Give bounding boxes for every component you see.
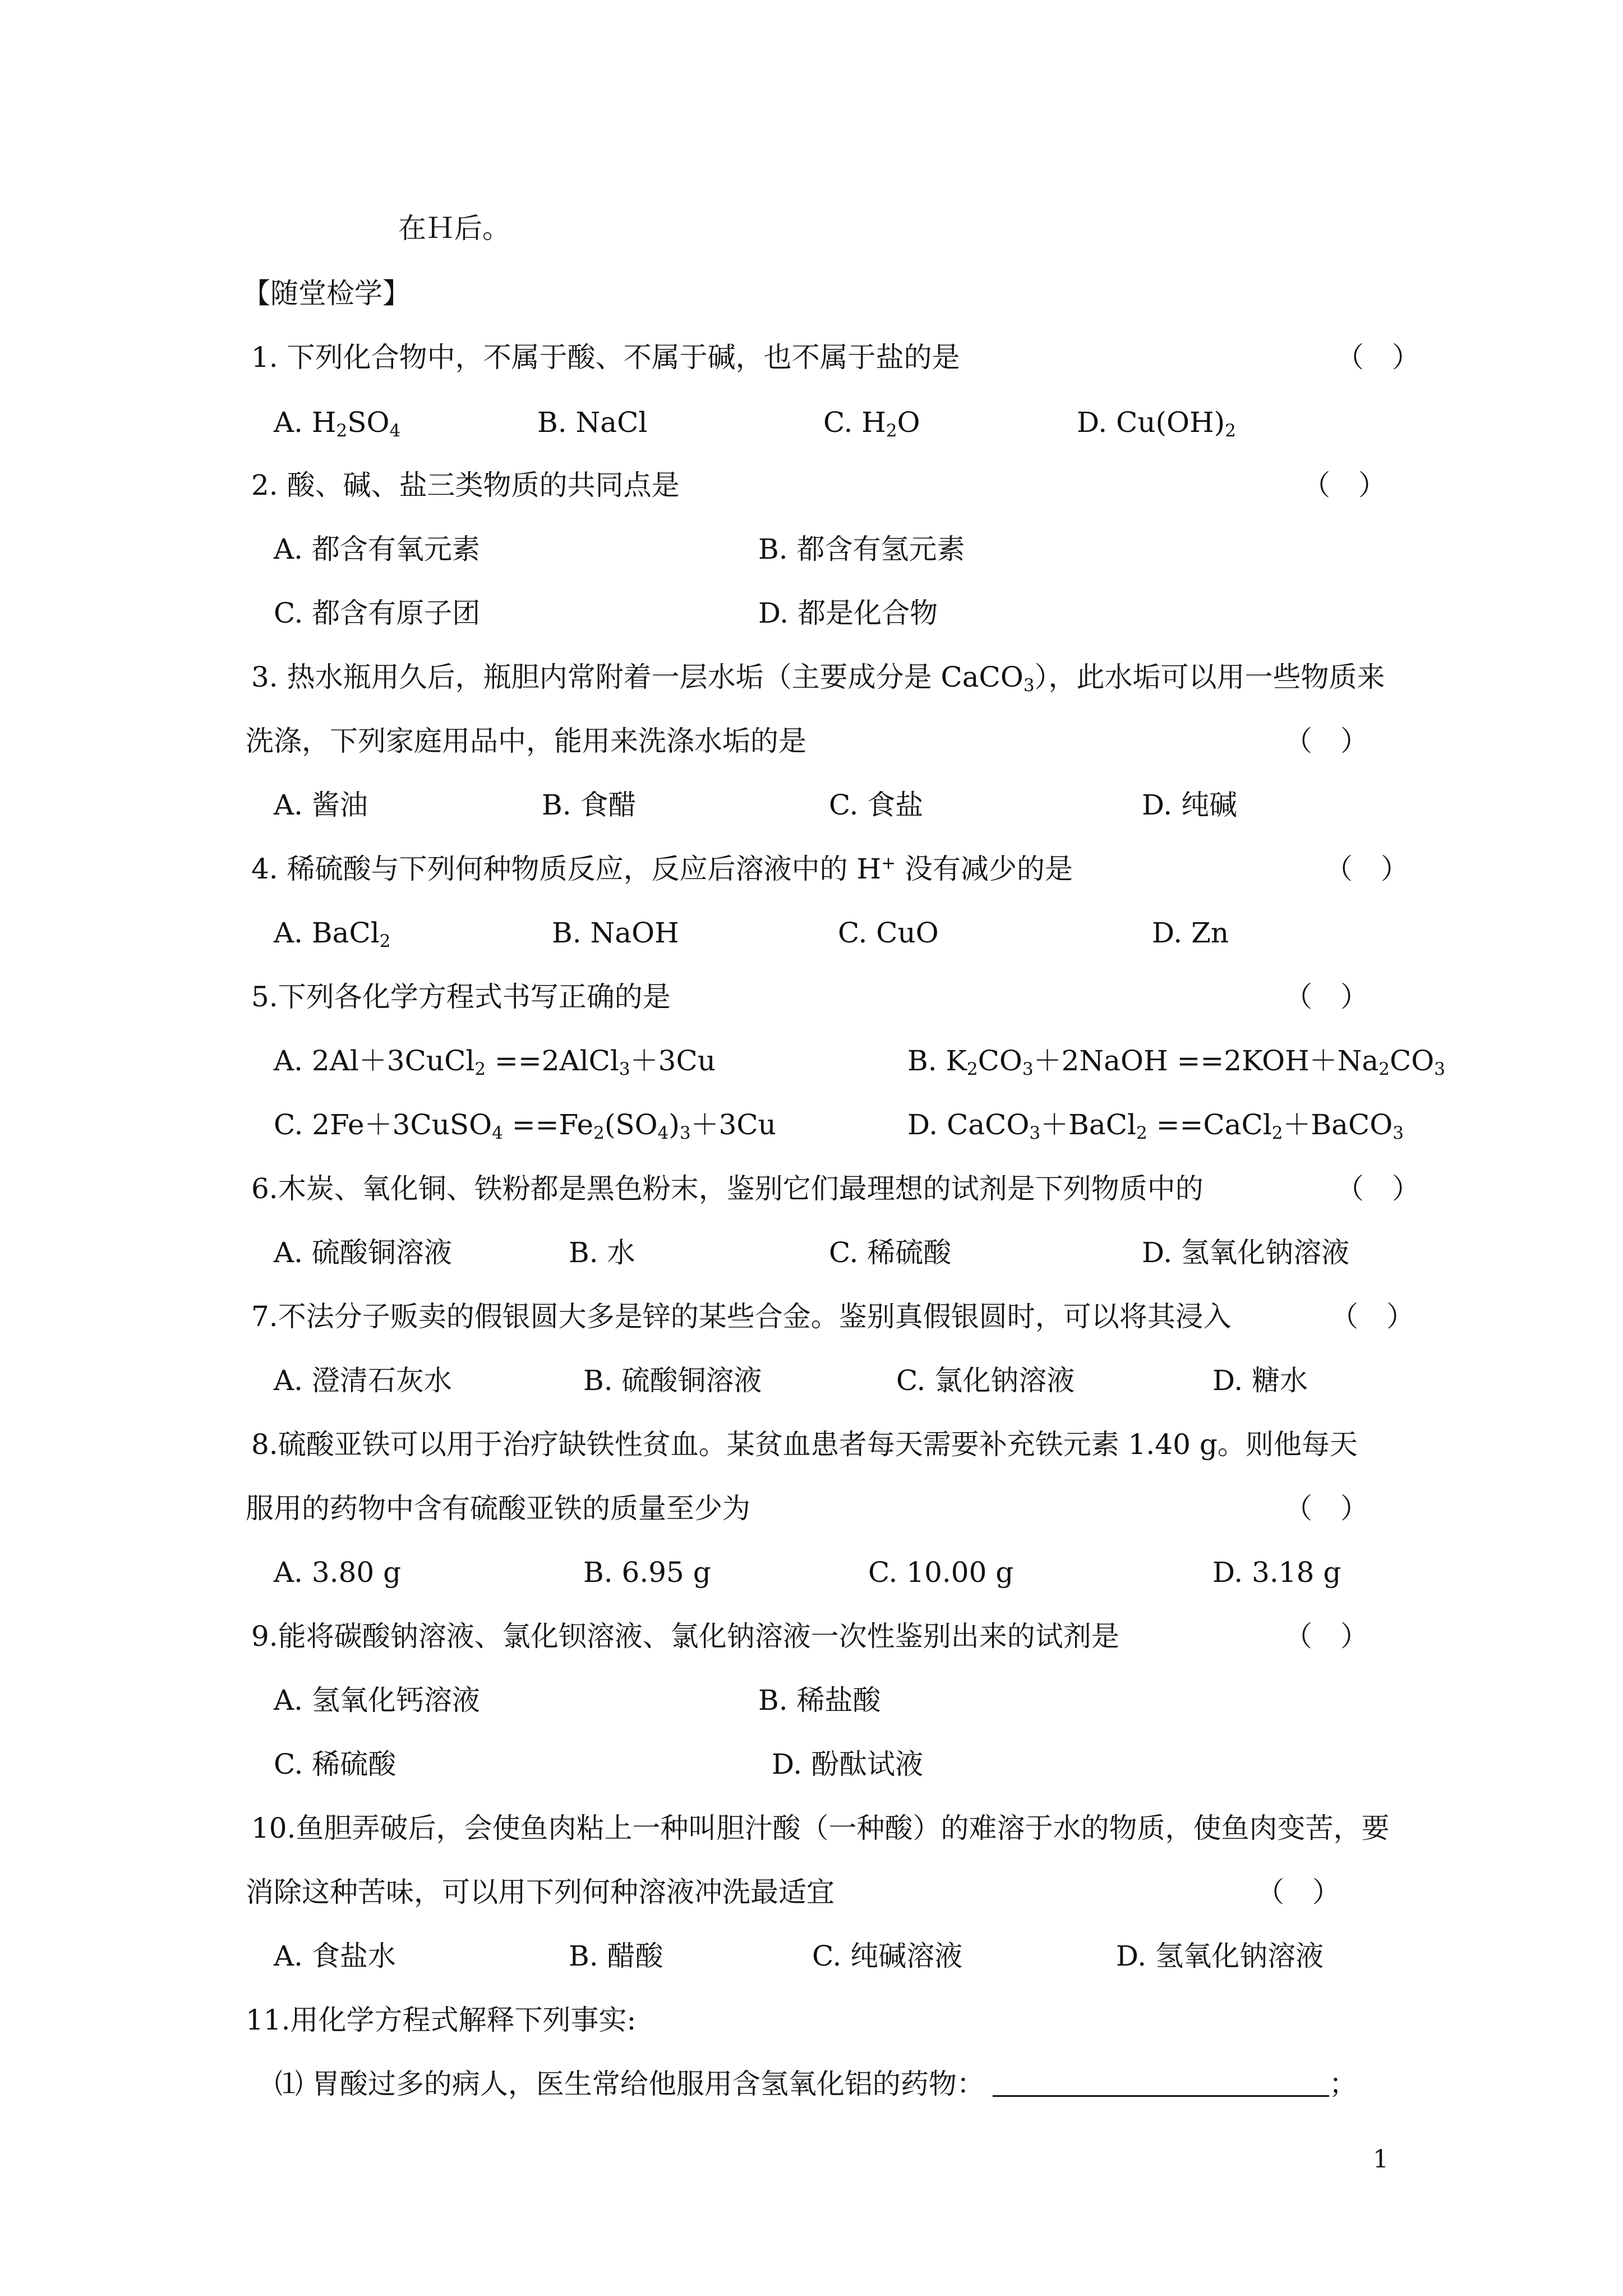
option-c: C. 10.00 g (868, 1556, 1014, 1589)
question-8-stem-line2: 服用的药物中含有硫酸亚铁的质量至少为 (246, 1492, 750, 1525)
question-11-stem: 11.用化学方程式解释下列事实: (246, 2004, 637, 2036)
question-10-stem-line2: 消除这种苦味，可以用下列何种溶液冲洗最适宜 (246, 1876, 834, 1908)
option-d: D. 3.18 g (1212, 1556, 1341, 1589)
option-b: B. NaOH (552, 917, 679, 949)
option-a: A. $H_2SO_4$ (274, 406, 401, 441)
option-c: C. 稀硫酸 (274, 1748, 396, 1780)
option-b: B. 都含有氢元素 (758, 533, 965, 565)
option-b: B. 稀盐酸 (758, 1684, 881, 1717)
question-1-stem: 1. 下列化合物中，不属于酸、不属于碱，也不属于盐的是 (251, 341, 960, 374)
question-8-stem-line1: 8.硫酸亚铁可以用于治疗缺铁性贫血。某贫血患者每天需要补充铁元素 1.40 g。则他每天 (251, 1428, 1358, 1461)
option-d: D. 纯碱 (1142, 789, 1238, 821)
option-d: D. 氢氧化钠溶液 (1142, 1236, 1350, 1269)
option-b: B. 硫酸铜溶液 (583, 1364, 762, 1397)
option-b: B. $K_2CO_3+2NaOH ==2KOH+Na_2CO_3$ (907, 1045, 1445, 1079)
continuation-text: 在Ｈ后。 (398, 212, 510, 245)
section-title: 【随堂检学】 (242, 277, 411, 310)
option-d: D. CaCO$_3$＋BaCl$_2$ ==CaCl$_2$＋BaCO$_3$ (907, 1108, 1404, 1143)
question-10-stem-line1: 10.鱼胆弄破后，会使鱼肉粘上一种叫胆汁酸（一种酸）的难溶于水的物质，使鱼肉变苦，要 (251, 1812, 1390, 1844)
option-c: C. 食盐 (829, 789, 924, 821)
option-d: D. 糖水 (1212, 1364, 1308, 1397)
answer-blank-6: （ ） (1336, 1172, 1420, 1205)
option-b: B. 食醋 (542, 789, 637, 821)
answer-blank-4: （ ） (1325, 853, 1409, 885)
option-b: B. 醋酸 (569, 1940, 663, 1972)
option-d: D. Zn (1152, 917, 1229, 949)
page-number: 1 (1373, 2145, 1389, 2174)
question-5-stem: 5.下列各化学方程式书写正确的是 (251, 981, 671, 1013)
question-6-stem: 6.木炭、氧化铜、铁粉都是黑色粉末，鉴别它们最理想的试剂是下列物质中的 (251, 1172, 1204, 1205)
option-a: A. 硫酸铜溶液 (274, 1236, 452, 1269)
option-a: A. 2Al＋3CuCl$_2$ ==2AlCl$_3$＋3Cu (274, 1045, 716, 1079)
option-c: C. 稀硫酸 (829, 1236, 952, 1269)
option-b: B. 水 (569, 1236, 635, 1269)
answer-blank-3: （ ） (1284, 725, 1368, 757)
option-b: B. NaCl (537, 406, 648, 439)
answer-blank-5: （ ） (1284, 981, 1368, 1013)
option-c: C. 纯碱溶液 (812, 1940, 963, 1972)
answer-blank-8: （ ） (1284, 1492, 1368, 1525)
answer-blank-1: （ ） (1336, 341, 1420, 374)
option-d: D. 酚酞试液 (772, 1748, 924, 1780)
option-a: A. 澄清石灰水 (274, 1364, 452, 1397)
question-9-stem: 9.能将碳酸钠溶液、氯化钡溶液、氯化钠溶液一次性鉴别出来的试剂是 (251, 1620, 1119, 1653)
question-3-stem-line2: 洗涤，下列家庭用品中，能用来洗涤水垢的是 (246, 725, 806, 757)
option-d: D. 氢氧化钠溶液 (1116, 1940, 1324, 1972)
option-c: C. 都含有原子团 (274, 597, 481, 629)
option-c: C. 2Fe＋3CuSO$_4$ $==Fe_2(SO_4)_3+3Cu$ (274, 1108, 776, 1143)
answer-blank-10: （ ） (1256, 1876, 1340, 1908)
option-b: B. 6.95 g (583, 1556, 711, 1589)
option-a: A. 食盐水 (274, 1940, 396, 1972)
question-7-stem: 7.不法分子贩卖的假银圆大多是锌的某些合金。鉴别真假银圆时，可以将其浸入 (251, 1300, 1232, 1333)
answer-blank-2: （ ） (1302, 469, 1386, 501)
answer-blank-7: （ ） (1330, 1300, 1414, 1333)
option-a: A. 氢氧化钙溶液 (274, 1684, 480, 1717)
question-11-sub1-text: ⑴ 胃酸过多的病人，医生常给他服用含氢氧化铝的药物： ； (275, 2068, 1357, 2100)
option-d: D. $Cu(OH)_2$ (1077, 406, 1236, 441)
option-d: D. 都是化合物 (758, 597, 938, 629)
option-c: C. 氯化钠溶液 (896, 1364, 1075, 1397)
option-a: A. 3.80 g (274, 1556, 402, 1589)
option-c: C. $H_2O$ (823, 406, 920, 441)
option-a: A. BaCl$_2$ (274, 917, 391, 951)
option-c: C. CuO (838, 917, 939, 949)
answer-blank-9: （ ） (1284, 1620, 1368, 1653)
answer-line[interactable] (993, 2069, 1329, 2097)
option-a: A. 酱油 (274, 789, 368, 821)
question-2-stem: 2. 酸、碱、盐三类物质的共同点是 (251, 469, 680, 501)
question-4-stem: 4. 稀硫酸与下列何种物质反应，反应后溶液中的 H+ 没有减少的是 (251, 853, 1073, 885)
option-a: A. 都含有氧元素 (274, 533, 480, 565)
question-3-stem-line1: 3. 热水瓶用久后，瓶胆内常附着一层水垢（主要成分是 CaCO$_3$），此水垢可以用一些物质来 (251, 661, 1385, 696)
